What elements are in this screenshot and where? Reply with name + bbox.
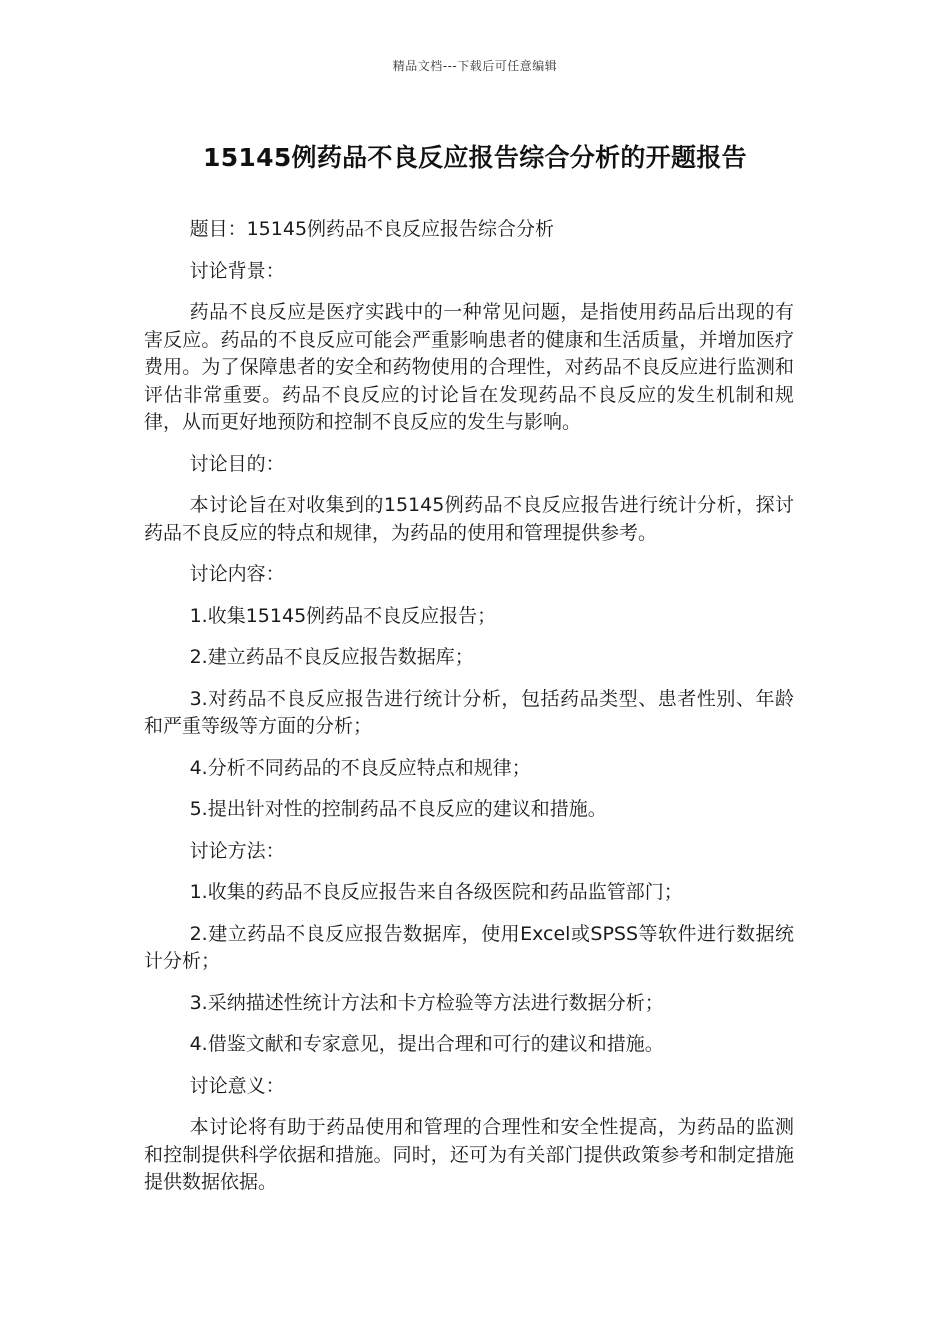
list-item-method-2: 2.建立药品不良反应报告数据库，使用Excel或SPSS等软件进行数据统计分析；: [144, 922, 794, 972]
paragraph-background: 药品不良反应是医疗实践中的一种常见问题，是指使用药品后出现的有害反应。药品的不良反应可能会严重影响患者的健康和生活质量，并增加医疗费用。为了保障患者的安全和药物使用的合理性，对药品不良反应进行监测和评估非常重要。药品不良反应的讨论旨在发现药品不良反应的发生机制和规律，从而更好地预防和控制不良反应的发生与影响。: [144, 301, 794, 433]
heading-significance: 讨论意义：: [189, 1074, 285, 1097]
list-item-content-2: 2.建立药品不良反应报告数据库；: [189, 646, 474, 668]
list-item-method-3: 3.采纳描述性统计方法和卡方检验等方法进行数据分析；: [189, 991, 664, 1014]
list-item-content-4: 4.分析不同药品的不良反应特点和规律；: [189, 756, 531, 779]
list-item-content-5: 5.提出针对性的控制药品不良反应的建议和措施。: [189, 798, 607, 820]
document-title: 15145例药品不良反应报告综合分析的开题报告: [203, 143, 747, 172]
document-body: [144, 216, 794, 1211]
heading-purpose: 讨论目的：: [189, 452, 285, 475]
heading-background: 讨论背景：: [189, 259, 285, 282]
list-item-method-1: 1.收集的药品不良反应报告来自各级医院和药品监管部门；: [189, 881, 683, 903]
heading-methods: 讨论方法：: [189, 839, 285, 862]
list-item-content-1: 1.收集15145例药品不良反应报告；: [189, 604, 497, 627]
page-header: 精品文档---下载后可任意编辑: [392, 59, 558, 73]
paragraph-significance: 本讨论将有助于药品使用和管理的合理性和安全性提高，为药品的监测和控制提供科学依据和措施。同时，还可为有关部门提供政策参考和制定措施提供数据依据。: [144, 1116, 794, 1193]
paragraph-topic: 题目：15145例药品不良反应报告综合分析: [189, 218, 555, 240]
list-item-method-4: 4.借鉴文献和专家意见，提出合理和可行的建议和措施。: [189, 1033, 664, 1055]
heading-content: 讨论内容：: [189, 563, 285, 585]
paragraph-purpose: 本讨论旨在对收集到的15145例药品不良反应报告进行统计分析，探讨药品不良反应的特点和规律，为药品的使用和管理提供参考。: [144, 494, 794, 544]
list-item-content-3: 3.对药品不良反应报告进行统计分析，包括药品类型、患者性别、年龄和严重等级等方面的分析；: [144, 687, 794, 737]
